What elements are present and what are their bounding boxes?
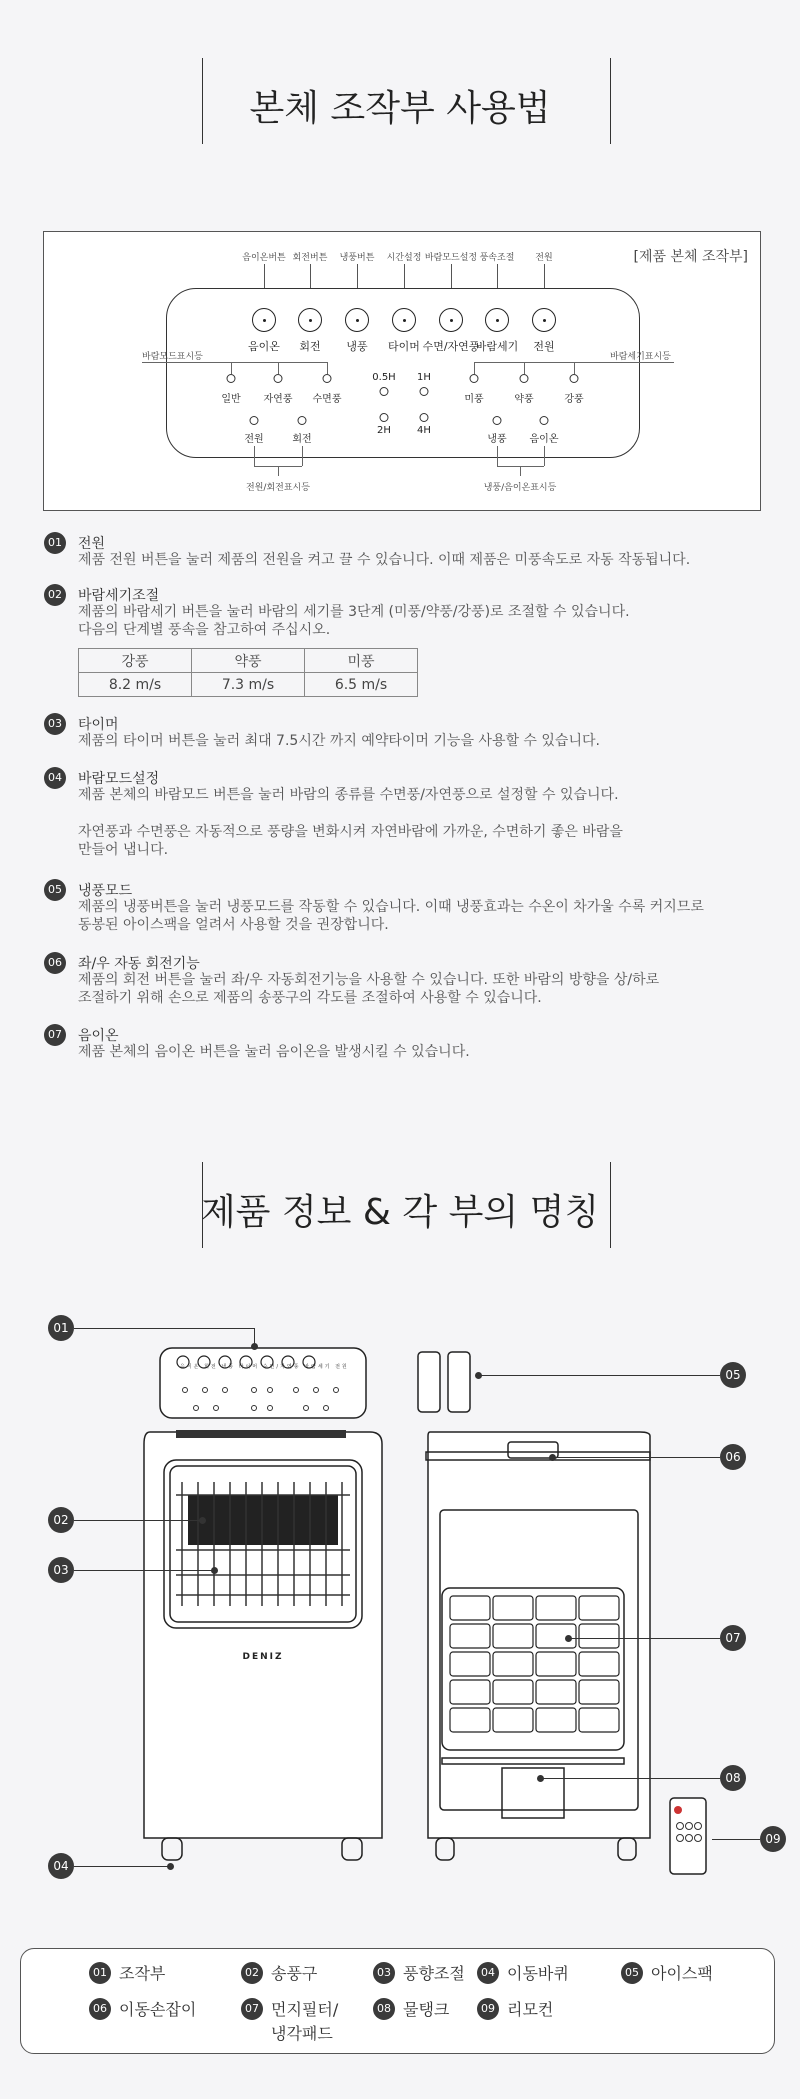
instruction-description: 제품의 타이머 버튼을 눌러 최대 7.5시간 까지 예약타이머 기능을 사용할 수 있습니다. <box>78 733 600 749</box>
instruction-description: 제품 본체의 바람모드 버튼을 눌러 바람의 종류를 수면풍/자연풍으로 설정할 수 있습니다. <box>78 787 619 803</box>
rotate-button-label: 회전 <box>299 340 321 353</box>
label-cool-button: 냉풍버튼 <box>339 253 375 263</box>
number-badge: 06 <box>44 952 66 974</box>
callout-line <box>74 1328 254 1329</box>
legend-label: 송풍구 <box>271 1964 318 1983</box>
callout-06: 06 <box>720 1444 746 1470</box>
number-badge: 06 <box>89 1998 111 2020</box>
bottom-bracket <box>302 446 303 466</box>
indicator-bracket <box>524 362 525 374</box>
timer-05h-led <box>380 387 389 396</box>
indicator-bracket <box>474 362 475 374</box>
callout-dot <box>167 1863 174 1870</box>
number-badge: 02 <box>44 584 66 606</box>
instruction-description: 동봉된 아이스팩을 얼려서 사용할 것을 권장합니다. <box>78 917 389 933</box>
speed-low-led <box>470 374 479 383</box>
wind-mode-indicator-label: 바람모드표시등 <box>142 352 203 362</box>
speed-low-label: 미풍 <box>464 394 484 405</box>
bottom-bracket <box>497 446 498 466</box>
instruction-description: 제품 전원 버튼을 눌러 제품의 전원을 켜고 끌 수 있습니다. 이때 제품은 미풍속도로 자동 작동됩니다. <box>78 552 691 568</box>
callout-09: 09 <box>760 1826 786 1852</box>
mini-label: 음이온 <box>180 1364 201 1370</box>
callout-dot <box>537 1775 544 1782</box>
number-badge: 09 <box>477 1998 499 2020</box>
table-cell: 6.5 m/s <box>305 673 418 697</box>
section1-title: 본체 조작부 사용법 <box>249 88 551 129</box>
bottom-bracket <box>544 446 545 466</box>
number-badge: 04 <box>44 767 66 789</box>
anion-status-label: 음이온 <box>529 434 559 445</box>
callout-line <box>540 1778 720 1779</box>
label-wind-speed-control: 풍속조절 <box>479 253 515 263</box>
wind-speed-indicator-label: 바람세기표시등 <box>610 352 671 362</box>
indicator-bracket <box>278 362 279 374</box>
timer-2h-label: 2H <box>377 425 391 436</box>
callout-dot <box>549 1454 556 1461</box>
instruction-heading: 바람모드설정 <box>78 771 160 787</box>
instruction-heading: 전원 <box>78 536 106 552</box>
control-panel-diagram <box>43 231 761 511</box>
table-header: 약풍 <box>192 649 305 673</box>
number-badge: 01 <box>89 1962 111 1984</box>
brand-logo: DENIZ <box>242 1652 284 1662</box>
legend-label: 리모컨 <box>507 2000 554 2019</box>
instruction-description: 다음의 단계별 풍속을 참고하여 주십시오. <box>78 622 331 638</box>
instruction-heading: 타이머 <box>78 717 119 733</box>
callout-01: 01 <box>48 1315 74 1341</box>
callout-line <box>74 1520 202 1521</box>
legend-item-07-line2 <box>271 2021 333 2044</box>
callout-dot <box>211 1567 218 1574</box>
rotate-status-led <box>298 416 307 425</box>
timer-1h-label: 1H <box>417 372 431 383</box>
power-status-led <box>250 416 259 425</box>
title-divider-right <box>610 58 611 144</box>
mode-natural-led <box>274 374 283 383</box>
legend-item-09 <box>477 1997 553 2020</box>
power-status-label: 전원 <box>244 434 264 445</box>
number-badge: 05 <box>44 879 66 901</box>
timer-4h-led <box>420 413 429 422</box>
callout-dot <box>565 1635 572 1642</box>
number-badge: 04 <box>477 1962 499 1984</box>
wind-speed-button-label: 바람세기 <box>475 340 519 353</box>
cool-status-led <box>493 416 502 425</box>
mini-label: 냉풍 <box>221 1364 236 1370</box>
timer-1h-led <box>420 387 429 396</box>
label-rotate-button: 회전버튼 <box>292 253 328 263</box>
table-header-row <box>79 649 418 673</box>
mode-normal-label: 일반 <box>221 394 241 405</box>
speed-high-led <box>570 374 579 383</box>
callout-03: 03 <box>48 1557 74 1583</box>
legend-label: 먼지필터/ <box>271 2000 339 2019</box>
mode-natural-label: 자연풍 <box>263 394 293 405</box>
product-illustration <box>0 1290 800 1890</box>
indicator-bracket <box>574 362 575 374</box>
callout-07: 07 <box>720 1625 746 1651</box>
instruction-description: 제품 본체의 음이온 버튼을 눌러 음이온을 발생시킬 수 있습니다. <box>78 1044 470 1060</box>
legend-item-07 <box>241 1997 338 2020</box>
power-rotate-indicator-label: 전원/회전표시등 <box>246 483 310 493</box>
table-header: 강풍 <box>79 649 192 673</box>
table-cell: 8.2 m/s <box>79 673 192 697</box>
indicator-bracket <box>231 362 232 374</box>
panel-diagram-title: [제품 본체 조작부] <box>633 249 748 265</box>
indicator-bracket <box>142 362 327 363</box>
bottom-bracket <box>254 446 255 466</box>
legend-item-02 <box>241 1961 317 1984</box>
mode-sleep-led <box>323 374 332 383</box>
mini-label: 바람세기 <box>304 1364 332 1370</box>
cool-button <box>345 308 369 332</box>
label-power: 전원 <box>535 253 553 263</box>
callout-05: 05 <box>720 1362 746 1388</box>
instruction-description: 자연풍과 수면풍은 자동적으로 풍량을 변화시켜 자연바람에 가까운, 수면하기 좋은 바람을 <box>78 824 623 840</box>
cool-anion-indicator-label: 냉풍/음이온표시등 <box>483 483 557 493</box>
instruction-description: 제품의 회전 버튼을 눌러 좌/우 자동회전기능을 사용할 수 있습니다. 또한 바람의 방향을 상/하로 <box>78 972 660 988</box>
mini-label: 수면/자연풍 <box>262 1364 301 1370</box>
legend-item-08 <box>373 1997 449 2020</box>
legend-item-01 <box>89 1961 165 1984</box>
indicator-bracket <box>327 362 328 374</box>
label-time-setting: 시간설정 <box>386 253 422 263</box>
number-badge: 02 <box>241 1962 263 1984</box>
sleep-natural-button-label: 수면/자연풍 <box>422 340 480 353</box>
anion-button <box>252 308 276 332</box>
number-badge: 05 <box>621 1962 643 1984</box>
cool-status-label: 냉풍 <box>487 434 507 445</box>
instruction-description: 조절하기 위해 손으로 제품의 송풍구의 각도를 조절하여 사용할 수 있습니다. <box>78 990 542 1006</box>
mini-label: 타이머 <box>238 1364 260 1370</box>
instruction-heading: 바람세기조절 <box>78 588 160 604</box>
callout-04: 04 <box>48 1853 74 1879</box>
timer-2h-led <box>380 413 389 422</box>
label-wind-mode-setting: 바람모드설정 <box>424 253 478 263</box>
power-button-label: 전원 <box>533 340 555 353</box>
callout-08: 08 <box>720 1765 746 1791</box>
legend-label: 조작부 <box>119 1964 166 1983</box>
speed-high-label: 강풍 <box>564 394 584 405</box>
legend-label: 이동바퀴 <box>507 1964 569 1983</box>
mini-panel-labels <box>180 1363 350 1370</box>
table-row <box>79 673 418 697</box>
cool-button-label: 냉풍 <box>346 340 368 353</box>
callout-dot <box>199 1517 206 1524</box>
parts-legend <box>20 1948 775 2054</box>
bottom-bracket <box>520 466 521 476</box>
speed-mid-label: 약풍 <box>514 394 534 405</box>
callout-line <box>74 1570 214 1571</box>
number-badge: 03 <box>44 713 66 735</box>
callout-line <box>74 1866 170 1867</box>
timer-button-label: 타이머 <box>388 340 420 353</box>
legend-item-05 <box>621 1961 713 1984</box>
legend-label: 이동손잡이 <box>119 2000 197 2019</box>
mode-sleep-label: 수면풍 <box>312 394 342 405</box>
callout-dot <box>251 1343 258 1350</box>
anion-button-label: 음이온 <box>248 340 280 353</box>
mini-label: 전원 <box>335 1364 349 1370</box>
legend-item-04 <box>477 1961 569 1984</box>
rotate-button <box>298 308 322 332</box>
legend-item-03 <box>373 1961 465 1984</box>
wind-speed-table <box>78 648 418 697</box>
wind-speed-button <box>485 308 509 332</box>
sleep-natural-button <box>439 308 463 332</box>
legend-label: 아이스팩 <box>651 1964 713 1983</box>
title-divider-right <box>610 1162 611 1248</box>
table-cell: 7.3 m/s <box>192 673 305 697</box>
mini-label: 회전 <box>204 1364 218 1370</box>
section2-title: 제품 정보 & 각 부의 명칭 <box>200 1192 600 1233</box>
number-badge: 07 <box>44 1024 66 1046</box>
legend-label: 풍향조절 <box>403 1964 465 1983</box>
instruction-description: 제품의 냉풍버튼을 눌러 냉풍모드를 작동할 수 있습니다. 이때 냉풍효과는 수온이 차가울 수록 커지므로 <box>78 899 704 915</box>
bottom-bracket <box>278 466 279 476</box>
callout-02: 02 <box>48 1507 74 1533</box>
instruction-heading: 냉풍모드 <box>78 883 133 899</box>
label-anion-button: 음이온버튼 <box>242 253 286 263</box>
instruction-description: 제품의 바람세기 버튼을 눌러 바람의 세기를 3단계 (미풍/약풍/강풍)로 조절할 수 있습니다. <box>78 604 630 620</box>
power-button <box>532 308 556 332</box>
legend-item-06 <box>89 1997 196 2020</box>
number-badge: 07 <box>241 1998 263 2020</box>
timer-4h-label: 4H <box>417 425 431 436</box>
instruction-heading: 음이온 <box>78 1028 119 1044</box>
number-badge: 08 <box>373 1998 395 2020</box>
table-header: 미풍 <box>305 649 418 673</box>
number-badge: 01 <box>44 532 66 554</box>
instruction-heading: 좌/우 자동 회전기능 <box>78 956 200 972</box>
speed-mid-led <box>520 374 529 383</box>
legend-label: 물탱크 <box>403 2000 450 2019</box>
callout-line <box>712 1839 760 1840</box>
timer-button <box>392 308 416 332</box>
section1-header <box>0 58 800 144</box>
callout-dot <box>475 1372 482 1379</box>
instruction-description: 만들어 냅니다. <box>78 842 169 858</box>
section2-header <box>0 1162 800 1248</box>
callout-line <box>552 1457 720 1458</box>
callout-line <box>568 1638 720 1639</box>
anion-status-led <box>540 416 549 425</box>
timer-05h-label: 0.5H <box>372 372 396 383</box>
rotate-status-label: 회전 <box>292 434 312 445</box>
mode-normal-led <box>227 374 236 383</box>
number-badge: 03 <box>373 1962 395 1984</box>
legend-label: 냉각패드 <box>271 2024 333 2043</box>
callout-line <box>478 1375 720 1376</box>
